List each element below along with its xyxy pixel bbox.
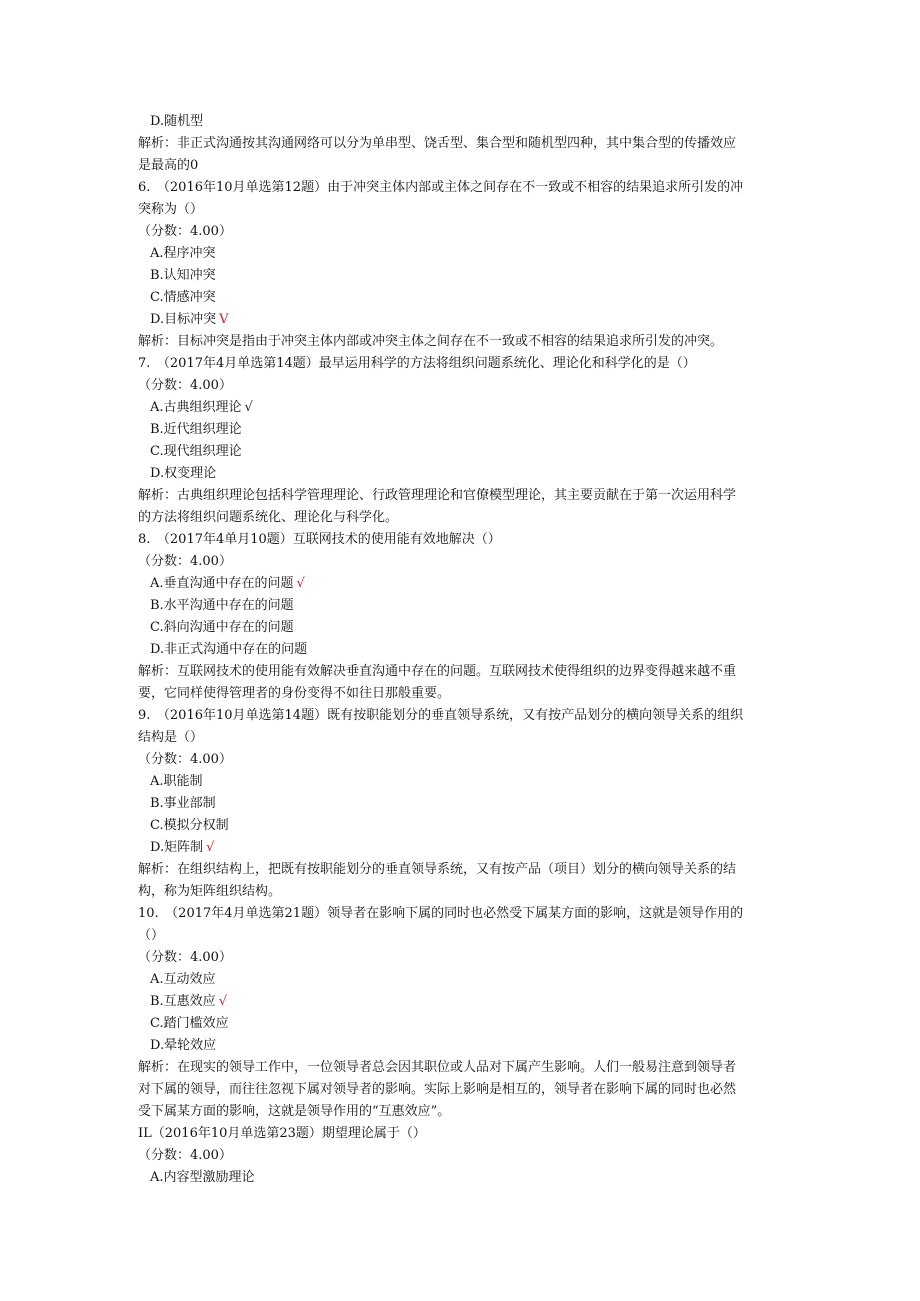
answer-option — [138, 1167, 778, 1189]
option-text: D.非正式沟通中存在的问题 — [150, 642, 308, 657]
option-text: A.古典组织理论 — [150, 400, 242, 415]
line-text: 要，它同样使得管理者的身份变得不如往日那般重要。 — [138, 686, 451, 701]
text-line — [138, 705, 778, 727]
text-line — [138, 749, 778, 771]
text-line — [138, 881, 778, 903]
line-text: 解析：古典组织理论包括科学管理理论、行政管理理论和官僚模型理论，其主要贡献在于第一次运用科学 — [138, 488, 737, 503]
line-text: （分数：4.00） — [138, 752, 232, 767]
answer-option — [138, 771, 778, 793]
line-text: 9. （2016年10月单选第14题）既有按职能划分的垂直领导系统，又有按产品划分的横向领导关系的组织 — [138, 708, 744, 723]
option-text: D.晕轮效应 — [150, 1038, 217, 1053]
option-text: D.随机型 — [150, 114, 204, 129]
answer-option — [138, 309, 778, 331]
text-line — [138, 661, 778, 683]
option-text: C.斜向沟通中存在的问题 — [150, 620, 294, 635]
line-text: （分数：4.00） — [138, 950, 232, 965]
text-line — [138, 221, 778, 243]
option-text: D.权变理论 — [150, 466, 217, 481]
option-text: D.矩阵制 — [150, 840, 204, 855]
option-text: C.模拟分权制 — [150, 818, 229, 833]
correct-answer-check-mark: V — [219, 312, 229, 327]
option-text: D.目标冲突 — [150, 312, 217, 327]
correct-answer-check-mark: √ — [218, 994, 227, 1009]
line-text: 受下属某方面的影响，这就是领导作用的“互惠效应”。 — [138, 1104, 451, 1119]
text-line — [138, 1057, 778, 1079]
line-text: 10. （2017年4月单选第21题）领导者在影响下属的同时也必然受下属某方面的影响，这就是领导作用的 — [138, 906, 744, 921]
option-text: B.互惠效应 — [150, 994, 216, 1009]
answer-option — [138, 441, 778, 463]
option-text: A.内容型激励理论 — [150, 1170, 255, 1185]
option-text: B.水平沟通中存在的问题 — [150, 598, 294, 613]
line-text: 8. （2017年4单月10题）互联网技术的使用能有效地解决（） — [138, 532, 501, 547]
answer-option — [138, 111, 778, 133]
answer-option — [138, 243, 778, 265]
option-text: A.程序冲突 — [150, 246, 216, 261]
answer-option — [138, 837, 778, 859]
text-line — [138, 903, 778, 925]
option-text: C.现代组织理论 — [150, 444, 242, 459]
answer-option — [138, 419, 778, 441]
option-text: B.事业部制 — [150, 796, 216, 811]
correct-answer-check-mark: √ — [296, 576, 305, 591]
line-text: 结构是（） — [138, 730, 204, 745]
option-text: C.踏门槛效应 — [150, 1016, 229, 1031]
line-text: 解析：目标冲突是指由于冲突主体内部或冲突主体之间存在不一致或不相容的结果追求所引发的冲突。 — [138, 334, 724, 349]
option-text: B.近代组织理论 — [150, 422, 242, 437]
text-line — [138, 1145, 778, 1167]
text-line — [138, 947, 778, 969]
line-text: （分数：4.00） — [138, 224, 232, 239]
text-line — [138, 199, 778, 221]
line-text: （） — [138, 928, 165, 943]
correct-answer-check-mark: √ — [244, 400, 253, 415]
text-line — [138, 353, 778, 375]
answer-option — [138, 595, 778, 617]
line-text: （分数：4.00） — [138, 1148, 232, 1163]
answer-option — [138, 969, 778, 991]
option-text: A.垂直沟通中存在的问题 — [150, 576, 294, 591]
document-page — [138, 111, 778, 1189]
answer-option — [138, 991, 778, 1013]
option-text: C.情感冲突 — [150, 290, 216, 305]
line-text: 7. （2017年4月单选第14题）最早运用科学的方法将组织问题系统化、理论化和科学化的是（） — [138, 356, 696, 371]
option-text: B.认知冲突 — [150, 268, 216, 283]
text-line — [138, 1101, 778, 1123]
answer-option — [138, 1035, 778, 1057]
answer-option — [138, 815, 778, 837]
correct-answer-check-mark: √ — [206, 840, 215, 855]
answer-option — [138, 287, 778, 309]
answer-option — [138, 397, 778, 419]
text-line — [138, 925, 778, 947]
line-text: 的方法将组织问题系统化、理论化与科学化。 — [138, 510, 399, 525]
answer-option — [138, 1013, 778, 1035]
text-line — [138, 177, 778, 199]
line-text: 突称为（） — [138, 202, 204, 217]
answer-option — [138, 793, 778, 815]
line-text: 解析：互联网技术的使用能有效解决垂直沟通中存在的问题。互联网技术使得组织的边界变得越来越不重 — [138, 664, 737, 679]
option-text: A.互动效应 — [150, 972, 216, 987]
answer-option — [138, 617, 778, 639]
line-text: 是最高的0 — [138, 158, 199, 173]
text-line — [138, 683, 778, 705]
text-line — [138, 727, 778, 749]
answer-option — [138, 463, 778, 485]
text-line — [138, 155, 778, 177]
line-text: 解析：在组织结构上，把既有按职能划分的垂直领导系统，又有按产品（项目）划分的横向领导关系的结 — [138, 862, 737, 877]
line-text: 对下属的领导，而往往忽视下属对领导者的影响。实际上影响是相互的，领导者在影响下属的同时也必然 — [138, 1082, 737, 1097]
answer-option — [138, 573, 778, 595]
text-line — [138, 1079, 778, 1101]
text-line — [138, 551, 778, 573]
line-text: 解析：非正式沟通按其沟通网络可以分为单串型、饶舌型、集合型和随机型四种，其中集合型的传播效应 — [138, 136, 737, 151]
line-text: （分数：4.00） — [138, 378, 232, 393]
text-line — [138, 375, 778, 397]
text-line — [138, 133, 778, 155]
line-text: IL（2016年10月单选第23题）期望理论属于（） — [138, 1126, 426, 1141]
text-line — [138, 507, 778, 529]
answer-option — [138, 639, 778, 661]
text-line — [138, 485, 778, 507]
text-line — [138, 331, 778, 353]
answer-option — [138, 265, 778, 287]
line-text: 6. （2016年10月单选第12题）由于冲突主体内部或主体之间存在不一致或不相容的结果追求所引发的冲 — [138, 180, 744, 195]
text-line — [138, 1123, 778, 1145]
line-text: 解析：在现实的领导工作中，一位领导者总会因其职位或人品对下属产生影响。人们一般易注意到领导者 — [138, 1060, 737, 1075]
line-text: （分数：4.00） — [138, 554, 232, 569]
option-text: A.职能制 — [150, 774, 203, 789]
text-line — [138, 529, 778, 551]
line-text: 构，称为矩阵组织结构。 — [138, 884, 282, 899]
text-line — [138, 859, 778, 881]
